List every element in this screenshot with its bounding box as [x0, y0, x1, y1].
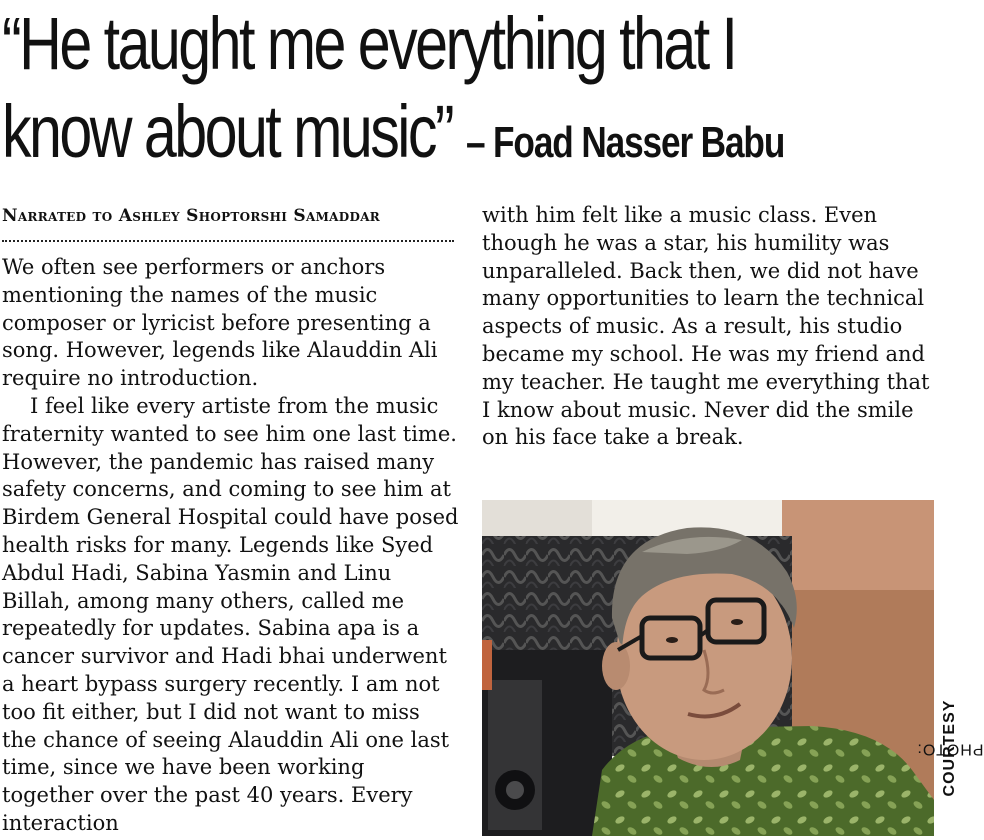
- byline-divider: [2, 240, 454, 242]
- headline-quote-end: know about music”: [2, 90, 453, 173]
- byline: Narrated to Ashley Shoptorshi Samaddar: [2, 206, 381, 226]
- headline-line-1: “He taught me everything that I: [2, 2, 736, 85]
- article-column-2: [482, 202, 932, 452]
- headline-line-2: [2, 88, 785, 187]
- paragraph-1: We often see performers or anchors mentioning the names of the music composer or lyricist before presenting a song. However, legends like Alauddin Ali require no introduction.: [2, 255, 438, 391]
- headline-attribution: – Foad Nasser Babu: [465, 118, 785, 167]
- paragraph-3: with him felt like a music class. Even though he was a star, his humility was unparalleled. Back then, we did not have many opportunities to learn the technical aspects of music. As a result, his studio became my school. He was my friend and my teacher. He taught me everything that I know about music. Never did the smile on his face take a break.: [482, 203, 930, 450]
- portrait-photo: [482, 500, 934, 836]
- paragraph-2: I feel like every artiste from the music fraternity wanted to see him one last time. However, the pandemic has raised many safety concerns, and coming to see him at Birdem General Hospital could have posed health risks for many. Legends like Syed Abdul Hadi, Sabina Yasmin and Linu Billah, among many others, called me repeatedly for updates. Sabina apa is a cancer survivor and Hadi bhai underwent a heart bypass surgery recently. I am not too fit either, but I did not want to miss the chance of seeing Alauddin Ali one last time, since we have been working together over the past 40 years. Every interaction: [2, 393, 459, 835]
- headline: [2, 0, 785, 187]
- photo-credit-prefix: PHOTO:: [916, 740, 984, 757]
- photo-credit-name: COURTESY: [941, 699, 958, 797]
- portrait-illustration: [482, 500, 934, 836]
- article-column-1: [2, 254, 460, 838]
- photo-credit: [916, 660, 984, 836]
